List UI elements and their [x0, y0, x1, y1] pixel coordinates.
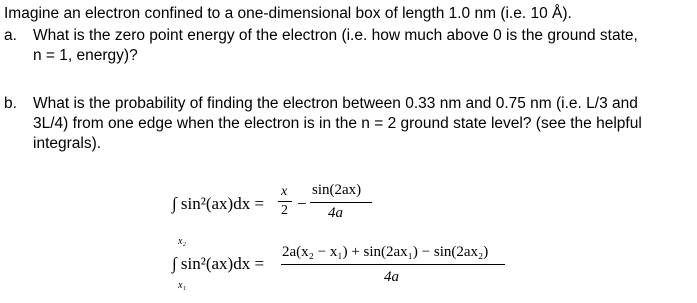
question-b-line3: integrals). — [33, 135, 102, 152]
integral-2-upper-limit: x₂ — [178, 236, 186, 247]
intro-text: Imagine an electron confined to a one-dimensional box of length 1.0 nm (i.e. 10 Å). — [4, 5, 572, 22]
integral-2-numerator: 2a(x₂ − x₁) + sin(2ax₁) − sin(2ax₂) — [282, 244, 489, 260]
integral-1-minus: − — [297, 194, 307, 213]
integral-1-term1-numerator: x — [281, 184, 288, 199]
integral-1-term1-denominator: 2 — [281, 203, 288, 218]
question-a-line2: n = 1, energy)? — [33, 47, 138, 64]
integral-1-lhs: ∫ sin²(ax)dx = — [172, 194, 265, 213]
integral-1-term2-denominator: 4a — [328, 205, 343, 221]
integral-2-fraction-bar — [281, 264, 505, 265]
question-b-line1: What is the probability of finding the electron between 0.33 nm and 0.75 nm (i.e. L/3 and — [33, 95, 638, 112]
integral-2-denominator: 4a — [384, 269, 399, 285]
integral-1-term1-fraction-bar — [278, 201, 292, 202]
question-b-line2: 3L/4) from one edge when the electron is in the n = 2 ground state level? (see the helpful — [33, 115, 642, 132]
integral-2-lhs: ∫ sin²(ax)dx = — [172, 254, 265, 273]
question-a-marker: a. — [4, 27, 17, 44]
integral-1-term2-fraction-bar — [310, 202, 372, 203]
question-a-line1: What is the zero point energy of the electron (i.e. how much above 0 is the ground state, — [33, 27, 638, 44]
integral-1-term2-numerator: sin(2ax) — [312, 182, 362, 198]
integral-2-lower-limit: x₁ — [178, 280, 186, 291]
question-b-marker: b. — [4, 95, 17, 112]
